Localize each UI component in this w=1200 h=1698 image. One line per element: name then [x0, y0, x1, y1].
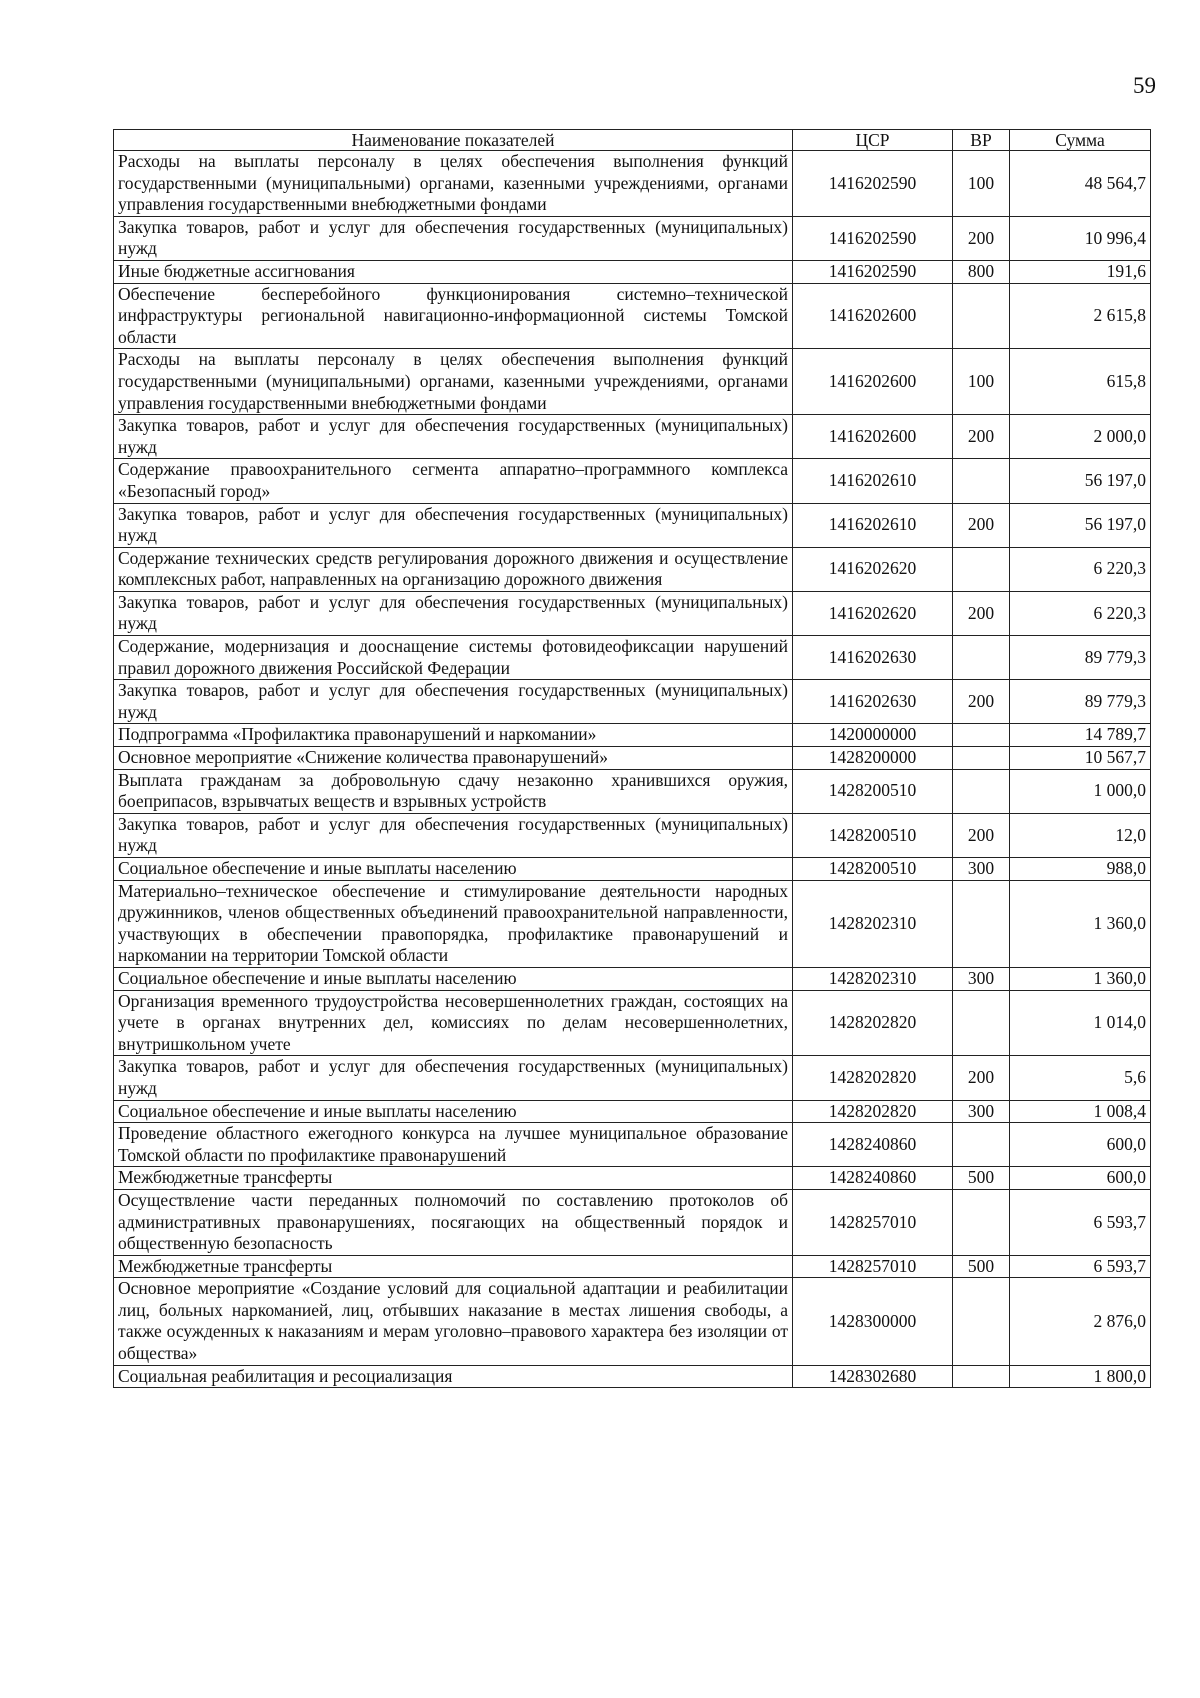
row-name: Основное мероприятие «Создание условий для социальной адаптации и реабилитации лиц, больных наркоманией, лиц, отбывших наказание в местах лишения свободы, а также осужденных к наказаниям и мерам уголовно–правового характера без изоляции от общества»: [114, 1278, 793, 1365]
row-csr: 1428257010: [793, 1189, 953, 1255]
row-csr: 1416202620: [793, 591, 953, 635]
row-sum: 89 779,3: [1010, 636, 1151, 680]
header-sum: Сумма: [1010, 130, 1151, 151]
row-vr: 200: [953, 503, 1010, 547]
row-vr: [953, 636, 1010, 680]
row-vr: [953, 724, 1010, 747]
row-vr: [953, 880, 1010, 967]
row-csr: 1416202610: [793, 503, 953, 547]
row-sum: 14 789,7: [1010, 724, 1151, 747]
table-row: [114, 769, 1151, 813]
row-vr: 200: [953, 415, 1010, 459]
row-csr: 1428240860: [793, 1167, 953, 1190]
row-csr: 1428202820: [793, 990, 953, 1056]
table-row: [114, 1123, 1151, 1167]
table-row: [114, 151, 1151, 217]
table-body: [114, 151, 1151, 1388]
table-row: [114, 1255, 1151, 1278]
row-csr: 1428257010: [793, 1255, 953, 1278]
row-vr: 200: [953, 813, 1010, 857]
row-csr: 1428240860: [793, 1123, 953, 1167]
table-row: [114, 680, 1151, 724]
row-vr: 100: [953, 151, 1010, 217]
row-name: Социальная реабилитация и ресоциализация: [114, 1365, 793, 1388]
row-sum: 1 014,0: [1010, 990, 1151, 1056]
table-row: [114, 1365, 1151, 1388]
row-vr: [953, 283, 1010, 349]
table-row: [114, 415, 1151, 459]
row-vr: 200: [953, 216, 1010, 260]
row-vr: 500: [953, 1167, 1010, 1190]
row-sum: 988,0: [1010, 858, 1151, 881]
header-csr: ЦСР: [793, 130, 953, 151]
table-row: [114, 547, 1151, 591]
row-name: Закупка товаров, работ и услуг для обеспечения государственных (муниципальных) нужд: [114, 813, 793, 857]
row-csr: 1428202310: [793, 967, 953, 990]
table-row: [114, 216, 1151, 260]
row-sum: 56 197,0: [1010, 503, 1151, 547]
row-vr: 500: [953, 1255, 1010, 1278]
row-vr: [953, 1365, 1010, 1388]
row-csr: 1416202620: [793, 547, 953, 591]
table-row: [114, 283, 1151, 349]
row-sum: 1 800,0: [1010, 1365, 1151, 1388]
row-name: Материально–техническое обеспечение и стимулирование деятельности народных дружинников, членов общественных объединений правоохранительной направленности, участвующих в обеспечении правопорядка, профилактике правонарушений и наркомании на территории Томской области: [114, 880, 793, 967]
row-csr: 1428200510: [793, 858, 953, 881]
table-row: [114, 747, 1151, 770]
header-vr: ВР: [953, 130, 1010, 151]
row-name: Межбюджетные трансферты: [114, 1167, 793, 1190]
row-csr: 1416202600: [793, 283, 953, 349]
row-vr: [953, 459, 1010, 503]
table-row: [114, 967, 1151, 990]
row-vr: 200: [953, 680, 1010, 724]
table-row: [114, 459, 1151, 503]
row-name: Организация временного трудоустройства несовершеннолетних граждан, состоящих на учете в органах внутренних дел, комиссиях по делам несовершеннолетних, внутришкольном учете: [114, 990, 793, 1056]
row-sum: 600,0: [1010, 1167, 1151, 1190]
row-sum: 1 000,0: [1010, 769, 1151, 813]
row-name: Расходы на выплаты персоналу в целях обеспечения выполнения функций государственными (муниципальными) органами, казенными учреждениями, органами управления государственными внебюджетными фондами: [114, 349, 793, 415]
row-name: Социальное обеспечение и иные выплаты населению: [114, 1100, 793, 1123]
table-row: [114, 724, 1151, 747]
row-sum: 1 008,4: [1010, 1100, 1151, 1123]
row-sum: 89 779,3: [1010, 680, 1151, 724]
table-row: [114, 260, 1151, 283]
table-row: [114, 503, 1151, 547]
row-name: Закупка товаров, работ и услуг для обеспечения государственных (муниципальных) нужд: [114, 503, 793, 547]
row-csr: 1416202590: [793, 216, 953, 260]
row-csr: 1416202590: [793, 151, 953, 217]
table-row: [114, 349, 1151, 415]
table-header-row: [114, 130, 1151, 151]
table-row: [114, 813, 1151, 857]
row-sum: 6 220,3: [1010, 591, 1151, 635]
row-vr: [953, 547, 1010, 591]
row-sum: 6 220,3: [1010, 547, 1151, 591]
row-name: Выплата гражданам за добровольную сдачу незаконно хранившихся оружия, боеприпасов, взрывчатых веществ и взрывных устройств: [114, 769, 793, 813]
row-sum: 1 360,0: [1010, 880, 1151, 967]
header-name: Наименование показателей: [114, 130, 793, 151]
row-name: Межбюджетные трансферты: [114, 1255, 793, 1278]
row-name: Расходы на выплаты персоналу в целях обеспечения выполнения функций государственными (муниципальными) органами, казенными учреждениями, органами управления государственными внебюджетными фондами: [114, 151, 793, 217]
row-vr: [953, 1123, 1010, 1167]
budget-table: [113, 129, 1151, 1388]
table-row: [114, 1100, 1151, 1123]
row-name: Проведение областного ежегодного конкурса на лучшее муниципальное образование Томской области по профилактике правонарушений: [114, 1123, 793, 1167]
row-csr: 1416202630: [793, 636, 953, 680]
row-sum: 56 197,0: [1010, 459, 1151, 503]
row-vr: [953, 1278, 1010, 1365]
row-sum: 2 876,0: [1010, 1278, 1151, 1365]
row-vr: 800: [953, 260, 1010, 283]
row-vr: [953, 1189, 1010, 1255]
row-csr: 1428200510: [793, 813, 953, 857]
row-sum: 5,6: [1010, 1056, 1151, 1100]
table-row: [114, 591, 1151, 635]
row-sum: 2 000,0: [1010, 415, 1151, 459]
row-csr: 1428202820: [793, 1056, 953, 1100]
row-name: Социальное обеспечение и иные выплаты населению: [114, 858, 793, 881]
row-vr: [953, 769, 1010, 813]
row-sum: 6 593,7: [1010, 1189, 1151, 1255]
row-csr: 1416202600: [793, 349, 953, 415]
row-vr: 300: [953, 858, 1010, 881]
row-csr: 1428302680: [793, 1365, 953, 1388]
table-row: [114, 1056, 1151, 1100]
row-name: Основное мероприятие «Снижение количества правонарушений»: [114, 747, 793, 770]
row-sum: 2 615,8: [1010, 283, 1151, 349]
row-name: Содержание правоохранительного сегмента аппаратно–программного комплекса «Безопасный город»: [114, 459, 793, 503]
row-sum: 615,8: [1010, 349, 1151, 415]
table-row: [114, 1189, 1151, 1255]
row-csr: 1416202600: [793, 415, 953, 459]
row-name: Содержание технических средств регулирования дорожного движения и осуществление комплексных работ, направленных на организацию дорожного движения: [114, 547, 793, 591]
row-name: Обеспечение бесперебойного функционирования системно–технической инфраструктуры региональной навигационно-информационной системы Томской области: [114, 283, 793, 349]
row-name: Осуществление части переданных полномочий по составлению протоколов об административных правонарушениях, посягающих на общественный порядок и общественную безопасность: [114, 1189, 793, 1255]
row-vr: [953, 747, 1010, 770]
row-csr: 1428202820: [793, 1100, 953, 1123]
row-csr: 1420000000: [793, 724, 953, 747]
row-name: Закупка товаров, работ и услуг для обеспечения государственных (муниципальных) нужд: [114, 1056, 793, 1100]
row-name: Закупка товаров, работ и услуг для обеспечения государственных (муниципальных) нужд: [114, 415, 793, 459]
row-sum: 6 593,7: [1010, 1255, 1151, 1278]
row-name: Социальное обеспечение и иные выплаты населению: [114, 967, 793, 990]
row-vr: 300: [953, 1100, 1010, 1123]
table-row: [114, 636, 1151, 680]
row-vr: 100: [953, 349, 1010, 415]
row-name: Иные бюджетные ассигнования: [114, 260, 793, 283]
row-sum: 600,0: [1010, 1123, 1151, 1167]
row-vr: [953, 990, 1010, 1056]
table-row: [114, 1278, 1151, 1365]
row-name: Подпрограмма «Профилактика правонарушений и наркомании»: [114, 724, 793, 747]
row-name: Закупка товаров, работ и услуг для обеспечения государственных (муниципальных) нужд: [114, 680, 793, 724]
row-csr: 1416202610: [793, 459, 953, 503]
row-name: Содержание, модернизация и дооснащение системы фотовидеофиксации нарушений правил дорожного движения Российской Федерации: [114, 636, 793, 680]
row-csr: 1428202310: [793, 880, 953, 967]
page-number: 59: [1133, 73, 1156, 98]
row-sum: 10 567,7: [1010, 747, 1151, 770]
row-vr: 200: [953, 1056, 1010, 1100]
row-sum: 10 996,4: [1010, 216, 1151, 260]
row-csr: 1416202630: [793, 680, 953, 724]
row-vr: 300: [953, 967, 1010, 990]
row-name: Закупка товаров, работ и услуг для обеспечения государственных (муниципальных) нужд: [114, 216, 793, 260]
row-sum: 48 564,7: [1010, 151, 1151, 217]
row-sum: 191,6: [1010, 260, 1151, 283]
row-csr: 1428200510: [793, 769, 953, 813]
row-vr: 200: [953, 591, 1010, 635]
table-row: [114, 990, 1151, 1056]
table-row: [114, 880, 1151, 967]
table-row: [114, 1167, 1151, 1190]
row-csr: 1428300000: [793, 1278, 953, 1365]
table-row: [114, 858, 1151, 881]
row-name: Закупка товаров, работ и услуг для обеспечения государственных (муниципальных) нужд: [114, 591, 793, 635]
row-csr: 1428200000: [793, 747, 953, 770]
row-csr: 1416202590: [793, 260, 953, 283]
row-sum: 1 360,0: [1010, 967, 1151, 990]
row-sum: 12,0: [1010, 813, 1151, 857]
